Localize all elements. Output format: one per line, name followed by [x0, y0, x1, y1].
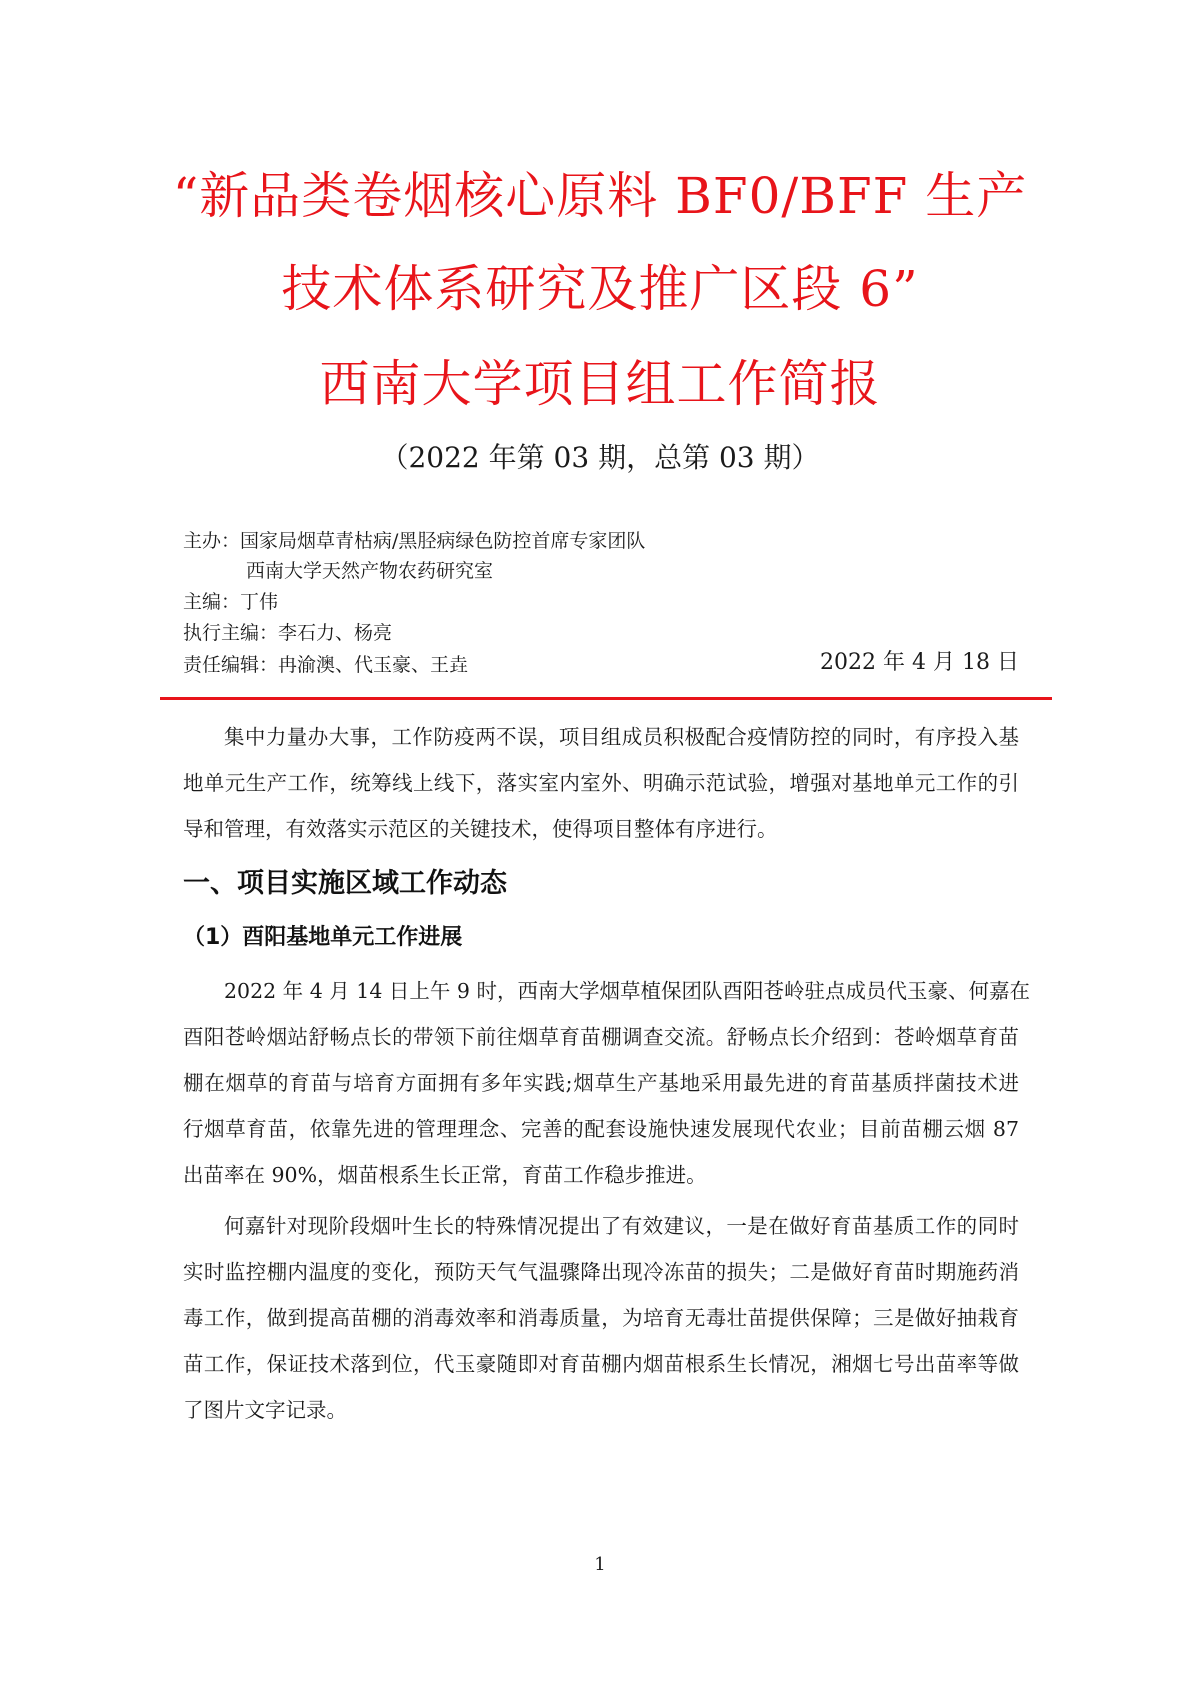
executive-editor: 执行主编：李石力、杨亮: [183, 622, 393, 644]
paragraph-line: 毒工作，做到提高苗棚的消毒效率和消毒质量，为培育无毒壮苗提供保障；三是做好抽栽育: [183, 1306, 1019, 1330]
section-heading: 一、项目实施区域工作动态: [183, 868, 507, 899]
paragraph-line: 了图片文字记录。: [183, 1398, 347, 1422]
paragraph-line: 行烟草育苗，依靠先进的管理理念、完善的配套设施快速发展现代农业；目前苗棚云烟 87: [183, 1117, 1019, 1141]
paragraph-line: 苗工作，保证技术落到位，代玉豪随即对育苗棚内烟苗根系生长情况，湘烟七号出苗率等做: [183, 1352, 1019, 1376]
paragraph-line: 何嘉针对现阶段烟叶生长的特殊情况提出了有效建议，一是在做好育苗基质工作的同时: [224, 1214, 1019, 1238]
body-paragraph-3: [183, 1203, 1019, 1433]
chief-editor: 主编：丁伟: [183, 591, 279, 613]
sponsor-line-2: 西南大学天然产物农药研究室: [246, 560, 494, 582]
paragraph-line: 导和管理，有效落实示范区的关键技术，使得项目整体有序进行。: [183, 817, 778, 841]
title-line-2: 技术体系研究及推广区段 6”: [281, 260, 919, 318]
subsection-heading: （1）酉阳基地单元工作进展: [183, 925, 463, 950]
title-line-3: 西南大学项目组工作简报: [319, 355, 881, 413]
publish-date: 2022 年 4 月 18 日: [820, 650, 1019, 675]
paragraph-line: 地单元生产工作，统筹线上线下，落实室内室外、明确示范试验，增强对基地单元工作的引: [183, 771, 1019, 795]
sponsor-line-1: 主办：国家局烟草青枯病/黑胫病绿色防控首席专家团队: [183, 530, 646, 552]
paragraph-line: 酉阳苍岭烟站舒畅点长的带领下前往烟草育苗棚调查交流。舒畅点长介绍到：苍岭烟草育苗: [183, 1025, 1019, 1049]
responsible-editor: 责任编辑：冉渝澳、代玉豪、王垚: [183, 654, 469, 676]
paragraph-line: 集中力量办大事，工作防疫两不误，项目组成员积极配合疫情防控的同时，有序投入基: [224, 725, 1019, 749]
paragraph-line: 2022 年 4 月 14 日上午 9 时，西南大学烟草植保团队酉阳苍岭驻点成员代玉豪、何嘉在: [224, 979, 1030, 1003]
body-paragraph-2: [183, 968, 1030, 1198]
header-divider: [160, 697, 1052, 700]
title-line-1: “新品类卷烟核心原料 BF0/BFF 生产: [172, 167, 1028, 225]
intro-paragraph: [183, 714, 1019, 852]
paragraph-line: 棚在烟草的育苗与培育方面拥有多年实践;烟草生产基地采用最先进的育苗基质拌菌技术进: [183, 1071, 1019, 1095]
paragraph-line: 实时监控棚内温度的变化，预防天气气温骤降出现冷冻苗的损失；二是做好育苗时期施药消: [183, 1260, 1019, 1284]
page-number: 1: [594, 1554, 606, 1575]
issue-number: （2022 年第 03 期，总第 03 期）: [380, 441, 820, 474]
paragraph-line: 出苗率在 90%，烟苗根系生长正常，育苗工作稳步推进。: [183, 1163, 707, 1187]
